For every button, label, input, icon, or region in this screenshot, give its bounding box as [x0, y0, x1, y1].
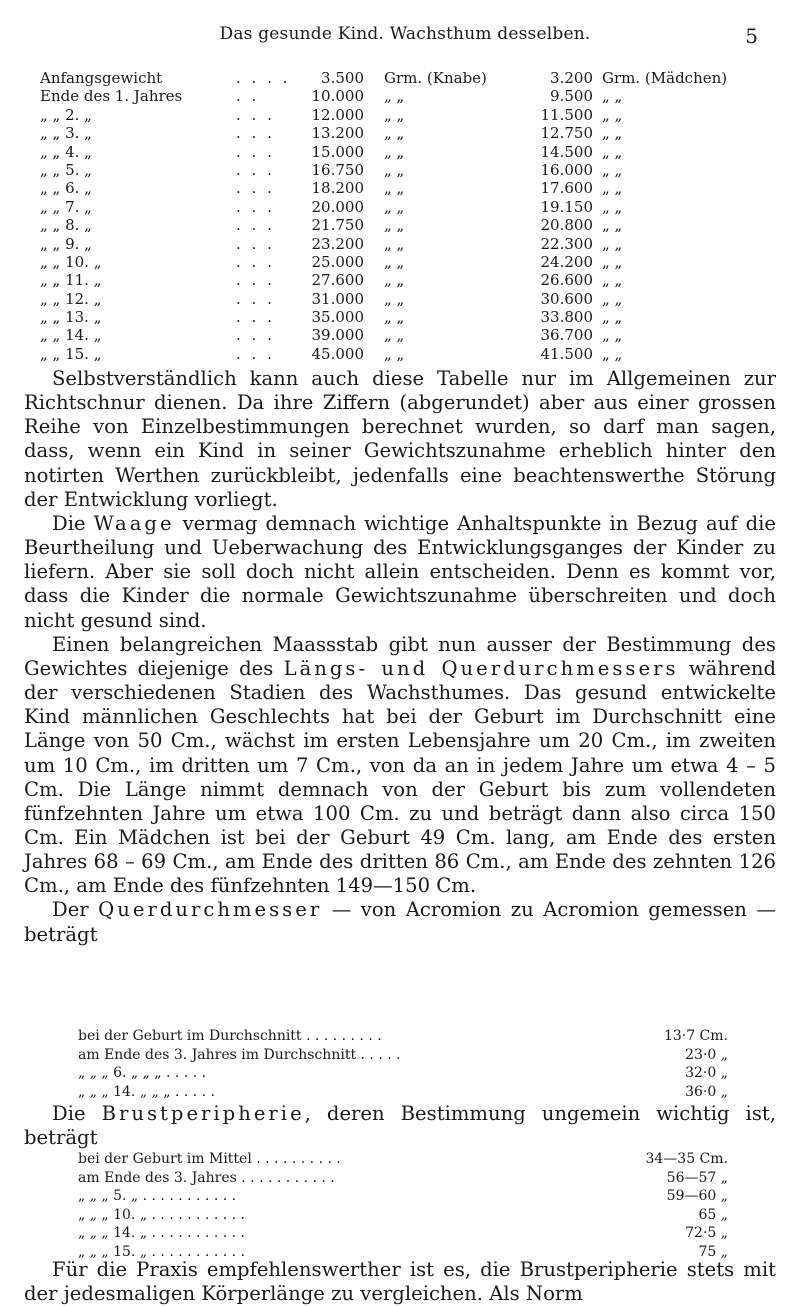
weight-girl-value: 14.500 — [540, 142, 593, 161]
weight-boy-unit: „ „ — [384, 105, 405, 124]
chest-row-value: 72·5 „ — [685, 1225, 728, 1241]
emphasis-laengs-quer: Längs- und Querdurchmessers — [283, 656, 679, 680]
weight-girl-unit: „ „ — [602, 234, 623, 253]
running-title: Das gesunde Kind. Wachsthum desselben. — [219, 24, 591, 44]
weight-girl-value: 22.300 — [540, 234, 593, 253]
weight-boy-value: 16.750 — [311, 160, 364, 179]
weight-girl-value: 41.500 — [540, 344, 593, 363]
weight-boy-value: 3.500 — [321, 69, 364, 87]
weight-girl-value: 20.800 — [540, 216, 593, 235]
weight-row-dots: . . . — [236, 271, 275, 290]
weight-boy-value: 12.000 — [311, 105, 364, 124]
weight-boy-unit: „ „ — [384, 308, 405, 327]
chest-row-label: „ „ „ 15. „ . . . . . . . . . . . — [78, 1243, 245, 1260]
weight-girl-unit: „ „ — [602, 252, 623, 271]
weight-girl-unit: „ „ — [602, 179, 623, 198]
weight-row-dots: . . . — [236, 308, 275, 327]
chest-table — [78, 1150, 728, 1261]
weight-girl-value: 30.600 — [540, 289, 593, 308]
body-text-top — [24, 367, 776, 947]
weight-boy-unit: „ „ — [384, 271, 405, 290]
weight-boy-value: 39.000 — [311, 326, 364, 345]
emphasis-waage: Waage — [93, 511, 175, 535]
emphasis-querdurchmesser: Querdurchmesser — [98, 898, 323, 922]
diameter-row-value: 32·0 „ — [685, 1065, 728, 1081]
chest-row — [78, 1187, 728, 1206]
weight-girl-unit: „ „ — [602, 142, 623, 161]
weight-row-label: „ „ 10. „ — [40, 252, 102, 271]
weight-girl-unit: „ „ — [602, 160, 623, 179]
weight-table-row — [40, 290, 760, 308]
weight-boy-unit: „ „ — [384, 289, 405, 308]
weight-row-label: „ „ 4. „ — [40, 142, 92, 161]
weight-boy-value: 27.600 — [311, 271, 364, 290]
weight-table — [40, 69, 760, 363]
weight-table-row — [40, 124, 760, 142]
weight-row-dots: . . . — [236, 124, 275, 143]
weight-table-row — [40, 235, 760, 253]
chest-row — [78, 1206, 728, 1225]
paragraph-laengs-quer: Einen belangreichen Maassstab gibt nun ausser der Bestimmung des Gewichtes diejenige des Längs- und Querdurchmessers während der verschiedenen Stadien des Wachsthumes. Das gesund entwickelte Kind männlichen Geschlechts hat bei der Geburt im Durchschnitt eine Länge von 50 Cm., wächst im ersten Lebensjahre um 20 Cm., im zweiten um 10 Cm., im dritten um 7 Cm., von da an in jedem Jahre um etwa 4 – 5 Cm. Die Länge nimmt demnach von der Geburt bis zum vollendeten fünfzehnten Jahre um etwa 100 Cm. zu und beträgt dann also circa 150 Cm. Ein Mädchen ist bei der Geburt 49 Cm. lang, am Ende des ersten Jahres 68 – 69 Cm., am Ende des dritten 86 Cm., am Ende des zehnten 126 Cm., am Ende des fünfzehnten 149—150 Cm. — [24, 632, 777, 898]
weight-boy-value: 21.750 — [311, 216, 364, 235]
weight-girl-unit: „ „ — [602, 308, 623, 327]
weight-girl-value: 11.500 — [540, 105, 593, 124]
weight-row-dots: . . . — [236, 179, 275, 198]
weight-table-row — [40, 216, 760, 234]
chest-row-label: bei der Geburt im Mittel . . . . . . . . . . — [78, 1151, 341, 1167]
weight-girl-value: 33.800 — [540, 308, 593, 327]
weight-row-dots: . . . — [236, 326, 275, 345]
weight-table-row — [40, 87, 760, 105]
weight-row-label: „ „ 12. „ — [40, 289, 102, 308]
weight-table-row — [40, 179, 760, 197]
weight-boy-unit: „ „ — [384, 160, 405, 179]
weight-girl-value: 36.700 — [540, 326, 593, 345]
chest-row-value: 34—35 Cm. — [645, 1151, 728, 1167]
weight-boy-value: 18.200 — [311, 179, 364, 198]
weight-row-dots: . . . — [236, 160, 275, 179]
weight-row-dots: . . . — [236, 289, 275, 308]
weight-girl-unit: „ „ — [602, 326, 623, 345]
chest-row-value: 65 „ — [698, 1206, 728, 1223]
weight-row-label: „ „ 6. „ — [40, 179, 92, 198]
weight-girl-value: 17.600 — [540, 179, 593, 198]
weight-girl-value: 12.750 — [540, 124, 593, 143]
weight-row-label: „ „ 8. „ — [40, 216, 92, 235]
weight-boy-unit: „ „ — [384, 87, 405, 106]
weight-girl-value: 26.600 — [540, 271, 593, 290]
diameter-row-label: am Ende des 3. Jahres im Durchschnitt . . . . . — [78, 1046, 401, 1063]
weight-girl-unit: „ „ — [602, 271, 623, 290]
diameter-row-label: bei der Geburt im Durchschnitt . . . . . . . . . — [78, 1028, 382, 1044]
weight-boy-value: 23.200 — [311, 234, 364, 253]
diameter-row-value: 23·0 „ — [685, 1046, 728, 1063]
weight-table-row — [40, 69, 760, 87]
diameter-row-value: 13·7 Cm. — [663, 1028, 728, 1044]
weight-girl-value: 9.500 — [550, 87, 593, 106]
weight-girl-unit: „ „ — [602, 197, 623, 216]
weight-girl-unit: „ „ — [602, 124, 623, 143]
chest-row-value: 59—60 „ — [666, 1188, 728, 1204]
chest-row — [78, 1150, 728, 1169]
weight-row-label: Anfangsgewicht — [40, 69, 163, 87]
diameter-row — [78, 1083, 728, 1102]
paragraph-selbstverstaendlich: Selbstverständlich kann auch diese Tabelle nur im Allgemeinen zur Richtschnur dienen. Da ihre Ziffern (abgerundet) aber aus einer grossen Reihe von Einzelbestimmungen berechnet wurden, so darf man sagen, dass, wenn ein Kind in seiner Gewichtszunahme erheblich hinter den notirten Werthen zurückbleibt, jedenfalls eine beachtenswerthe Störung der Entwicklung vorliegt. — [24, 367, 776, 511]
chest-row-label: „ „ „ 10. „ . . . . . . . . . . . — [78, 1206, 245, 1223]
weight-row-dots: . . . — [236, 234, 275, 253]
diameter-row — [78, 1027, 728, 1046]
weight-row-dots: . . . — [236, 216, 275, 235]
chest-row-value: 56—57 „ — [666, 1169, 728, 1186]
chest-row-label: „ „ „ 14. „ . . . . . . . . . . . — [78, 1225, 245, 1241]
chest-row — [78, 1169, 728, 1188]
weight-table-row — [40, 161, 760, 179]
weight-table-row — [40, 143, 760, 161]
page-number: 5 — [745, 24, 758, 48]
weight-row-label: „ „ 15. „ — [40, 344, 102, 363]
weight-row-label: Ende des 1. Jahres — [40, 87, 183, 106]
diameter-table — [78, 1027, 728, 1101]
weight-table-row — [40, 198, 760, 216]
weight-row-dots: . . . — [236, 344, 275, 363]
paragraph-waage: Die Waage vermag demnach wichtige Anhaltspunkte in Bezug auf die Beurtheilung und Ueberwachung des Entwicklungsganges der Kinder zu liefern. Aber sie soll doch nicht allein entscheiden. Denn es kommt vor, dass die Kinder die normale Gewichtszunahme überschreiten und doch nicht gesund sind. — [24, 511, 776, 632]
weight-table-row — [40, 308, 760, 326]
weight-girl-unit: „ „ — [602, 289, 623, 308]
paragraph-praxis: Für die Praxis empfehlenswerther ist es, die Brustperipherie stets mit der jedesmaligen Körperlänge zu vergleichen. Als Norm — [24, 1258, 776, 1306]
paragraph-brustperipherie: Die Brustperipherie, deren Bestimmung ungemein wichtig ist, beträgt — [24, 1102, 776, 1150]
weight-table-row — [40, 253, 760, 271]
weight-row-label: „ „ 11. „ — [40, 271, 102, 290]
paragraph-querdurchmesser: Der Querdurchmesser — von Acromion zu Acromion gemessen — beträgt — [24, 898, 776, 946]
weight-table-row — [40, 271, 760, 289]
weight-girl-unit: „ „ — [602, 87, 623, 106]
chest-row-value: 75 „ — [698, 1243, 728, 1260]
weight-row-label: „ „ 9. „ — [40, 234, 92, 253]
diameter-row-value: 36·0 „ — [685, 1083, 728, 1100]
diameter-row — [78, 1064, 728, 1083]
weight-boy-unit: „ „ — [384, 142, 405, 161]
weight-girl-value: 3.200 — [550, 69, 593, 87]
weight-boy-value: 31.000 — [311, 289, 364, 308]
weight-boy-unit: „ „ — [384, 216, 405, 235]
weight-girl-value: 16.000 — [540, 160, 593, 179]
weight-boy-value: 20.000 — [311, 197, 364, 216]
weight-row-dots: . . . — [236, 252, 275, 271]
weight-row-dots: . . . — [236, 142, 275, 161]
emphasis-brustperipherie: Brustperipherie — [101, 1102, 305, 1125]
weight-boy-unit: „ „ — [384, 326, 405, 345]
weight-boy-value: 13.200 — [311, 124, 364, 143]
weight-boy-unit: „ „ — [384, 252, 405, 271]
diameter-row-label: „ „ „ 14. „ „ „ . . . . . — [78, 1083, 215, 1100]
weight-girl-value: 24.200 — [540, 252, 593, 271]
weight-boy-value: 15.000 — [311, 142, 364, 161]
diameter-row — [78, 1046, 728, 1065]
weight-boy-value: 45.000 — [311, 344, 364, 363]
chest-row-label: am Ende des 3. Jahres . . . . . . . . . . . — [78, 1169, 335, 1186]
weight-boy-unit: „ „ — [384, 234, 405, 253]
weight-girl-value: 19.150 — [540, 197, 593, 216]
diameter-row-label: „ „ „ 6. „ „ „ . . . . . — [78, 1065, 207, 1081]
weight-row-label: „ „ 7. „ — [40, 197, 92, 216]
weight-boy-unit: „ „ — [384, 179, 405, 198]
page-header — [0, 24, 800, 50]
body-text-bottom — [24, 1258, 776, 1306]
weight-row-label: „ „ 3. „ — [40, 124, 92, 143]
weight-row-label: „ „ 14. „ — [40, 326, 102, 345]
weight-boy-unit: Grm. (Knabe) — [384, 69, 487, 87]
weight-boy-value: 35.000 — [311, 308, 364, 327]
weight-girl-unit: „ „ — [602, 216, 623, 235]
weight-boy-value: 10.000 — [311, 87, 364, 106]
weight-row-dots: . . . — [236, 105, 275, 124]
weight-table-row — [40, 345, 760, 363]
weight-table-row — [40, 326, 760, 344]
weight-row-label: „ „ 5. „ — [40, 160, 92, 179]
weight-row-dots: . . — [236, 87, 260, 106]
weight-boy-unit: „ „ — [384, 197, 405, 216]
weight-row-dots: . . . — [236, 197, 275, 216]
weight-table-row — [40, 106, 760, 124]
weight-row-label: „ „ 2. „ — [40, 105, 92, 124]
weight-girl-unit: „ „ — [602, 344, 623, 363]
weight-girl-unit: Grm. (Mädchen) — [602, 69, 728, 87]
weight-boy-unit: „ „ — [384, 344, 405, 363]
weight-row-label: „ „ 13. „ — [40, 308, 102, 327]
chest-row — [78, 1224, 728, 1243]
chest-row-label: „ „ „ 5. „ . . . . . . . . . . . — [78, 1188, 237, 1204]
body-text-chest — [24, 1102, 776, 1150]
weight-row-dots: . . . . — [236, 69, 291, 87]
weight-boy-value: 25.000 — [311, 252, 364, 271]
weight-girl-unit: „ „ — [602, 105, 623, 124]
weight-boy-unit: „ „ — [384, 124, 405, 143]
